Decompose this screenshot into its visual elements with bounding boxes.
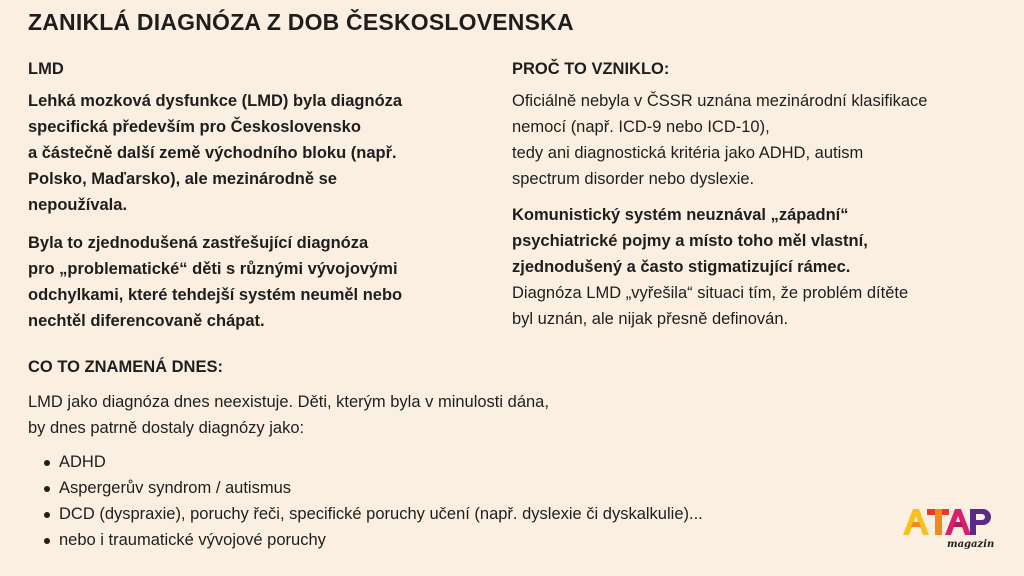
lmd-paragraph-1: Lehká mozková dysfunkce (LMD) byla diagnóza specifická především pro Československo a částečně další země východního bloku (např. Polsko, Maďarsko), ale mezinárodně se nepoužívala. (28, 92, 403, 214)
page-title: ZANIKLÁ DIAGNÓZA Z DOB ČESKOSLOVENSKA (28, 9, 574, 35)
why-section (512, 60, 982, 332)
lmd-section (28, 60, 488, 334)
atap-logo-mark (903, 505, 995, 550)
svg-text:magazin: magazin (947, 539, 995, 550)
list-item: nebo i traumatické vývojové poruchy (28, 527, 828, 553)
why-paragraph-1: Oficiálně nebyla v ČSSR uznána mezinárodní klasifikace nemocí (např. ICD-9 nebo ICD-10), tedy ani diagnostická kritéria jako ADHD, autism spectrum disorder nebo dyslexie. (512, 92, 928, 188)
lmd-heading: LMD (28, 60, 64, 78)
lmd-paragraph-2: Byla to zjednodušená zastřešující diagnóza pro „problematické“ děti s různými vývojovými odchylkami, které tehdejší systém neuměl nebo nechtěl diferencovaně chápat. (28, 234, 403, 330)
today-section (28, 358, 828, 553)
list-item: DCD (dyspraxie), poruchy řeči, specifické poruchy učení (např. dyslexie či dyskalkulie)... (28, 501, 828, 527)
list-item: Aspergerův syndrom / autismus (28, 475, 828, 501)
diagnosis-list (28, 449, 828, 553)
why-paragraph-2: Komunistický systém neuznával „západní“ psychiatrické pojmy a místo toho měl vlastní, zjednodušený a často stigmatizující rámec. Diagnóza LMD „vyřešila“ situaci tím, že problém dítěte byl uznán, ale nijak přesně definován. (512, 206, 909, 328)
why-heading: PROČ TO VZNIKLO: (512, 60, 670, 78)
today-intro: LMD jako diagnóza dnes neexistuje. Děti, kterým byla v minulosti dána, by dnes patrně dostaly diagnózy jako: (28, 393, 549, 437)
today-heading: CO TO ZNAMENÁ DNES: (28, 358, 223, 376)
atap-logo (903, 505, 995, 550)
list-item: ADHD (28, 449, 828, 475)
